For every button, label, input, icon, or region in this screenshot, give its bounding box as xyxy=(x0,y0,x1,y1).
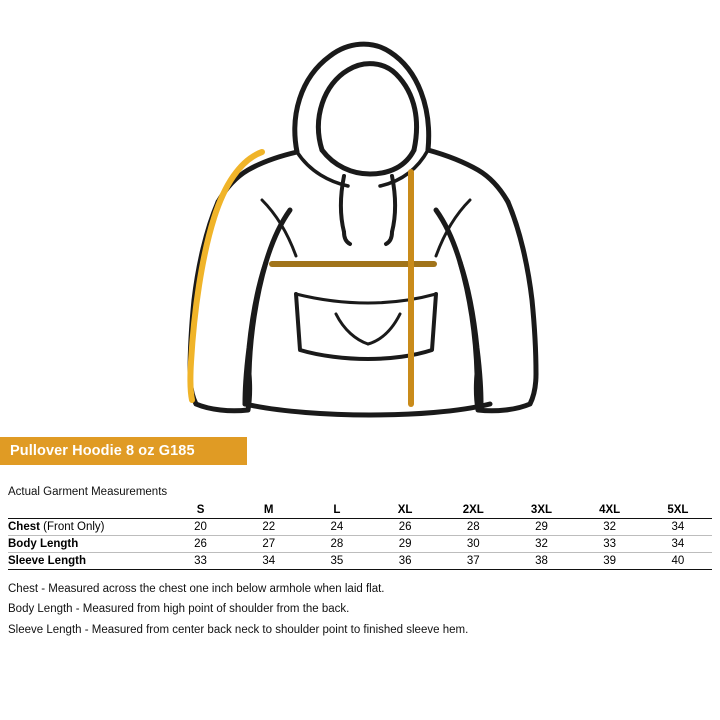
cell-chest-4xl: 32 xyxy=(576,519,644,536)
measurements-heading: Actual Garment Measurements xyxy=(8,486,168,498)
row-label-chest-note: (Front Only) xyxy=(39,521,105,533)
column-header-m: M xyxy=(235,504,303,519)
note-body-length: Body Length - Measured from high point of shoulder from the back. xyxy=(8,603,350,616)
cell-sleeve-length-s: 33 xyxy=(166,553,234,570)
table-row xyxy=(8,553,712,570)
row-label-body-length-bold: Body Length xyxy=(8,538,79,550)
cell-chest-m: 22 xyxy=(235,519,303,536)
cell-chest-s: 20 xyxy=(166,519,234,536)
cell-body-length-l: 28 xyxy=(303,536,371,553)
cell-body-length-3xl: 32 xyxy=(507,536,575,553)
note-sleeve-length: Sleeve Length - Measured from center back neck to shoulder point to finished sleeve hem. xyxy=(8,623,469,636)
row-label-chest xyxy=(8,519,166,536)
table-row xyxy=(8,519,712,536)
cell-chest-2xl: 28 xyxy=(439,519,507,536)
cell-chest-l: 24 xyxy=(303,519,371,536)
measurement-notes xyxy=(8,582,708,643)
column-header-5xl: 5XL xyxy=(644,504,712,519)
cell-body-length-4xl: 33 xyxy=(576,536,644,553)
cell-body-length-2xl: 30 xyxy=(439,536,507,553)
cell-chest-xl: 26 xyxy=(371,519,439,536)
hoodie-outline-icon xyxy=(190,44,536,415)
cell-sleeve-length-2xl: 37 xyxy=(439,553,507,570)
column-header-s: S xyxy=(166,504,234,519)
cell-body-length-s: 26 xyxy=(166,536,234,553)
column-header-l: L xyxy=(303,504,371,519)
cell-body-length-m: 27 xyxy=(235,536,303,553)
table-row xyxy=(8,536,712,553)
cell-chest-3xl: 29 xyxy=(507,519,575,536)
row-label-body-length xyxy=(8,536,166,553)
column-header-4xl: 4XL xyxy=(576,504,644,519)
cell-body-length-5xl: 34 xyxy=(644,536,712,553)
cell-body-length-xl: 29 xyxy=(371,536,439,553)
column-header-measurement xyxy=(8,504,166,519)
page-title: Pullover Hoodie 8 oz G185 xyxy=(10,443,195,459)
table-header-row xyxy=(8,504,712,519)
cell-sleeve-length-m: 34 xyxy=(235,553,303,570)
cell-sleeve-length-l: 35 xyxy=(303,553,371,570)
column-header-3xl: 3XL xyxy=(507,504,575,519)
column-header-2xl: 2XL xyxy=(439,504,507,519)
row-label-sleeve-length xyxy=(8,553,166,570)
cell-sleeve-length-3xl: 38 xyxy=(507,553,575,570)
cell-sleeve-length-xl: 36 xyxy=(371,553,439,570)
cell-chest-5xl: 34 xyxy=(644,519,712,536)
row-label-sleeve-length-bold: Sleeve Length xyxy=(8,555,86,567)
note-chest: Chest - Measured across the chest one inch below armhole when laid flat. xyxy=(8,583,385,595)
cell-sleeve-length-5xl: 40 xyxy=(644,553,712,570)
column-header-xl: XL xyxy=(371,504,439,519)
product-title-bar xyxy=(0,437,247,465)
size-chart-table xyxy=(8,504,712,570)
cell-sleeve-length-4xl: 39 xyxy=(576,553,644,570)
row-label-chest-bold: Chest xyxy=(8,521,40,533)
